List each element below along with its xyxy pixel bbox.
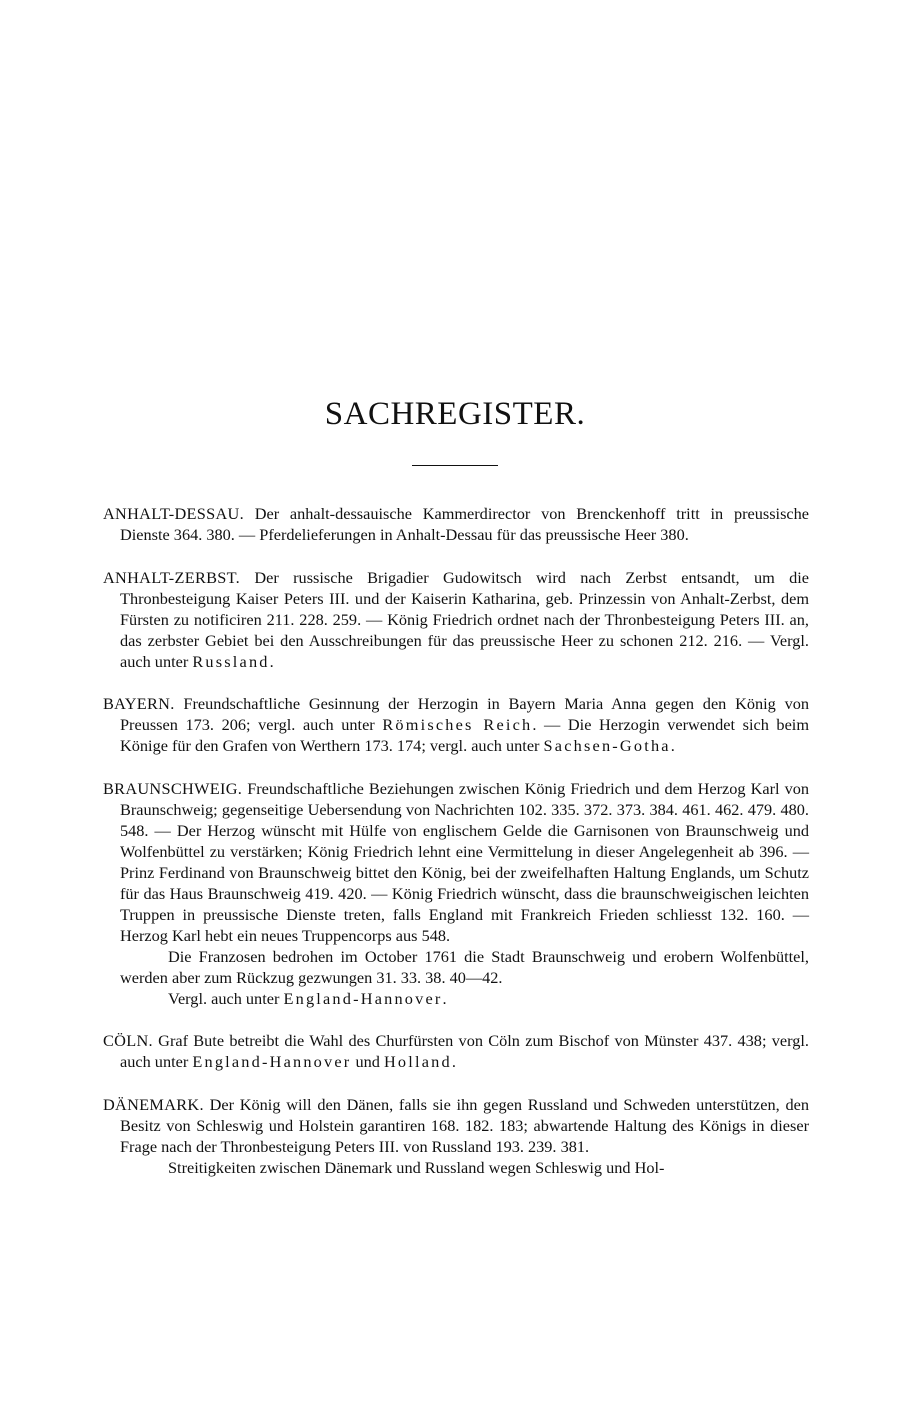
cross-reference: Sachsen-Gotha [543, 736, 671, 755]
entry-paragraph [103, 988, 809, 1009]
entry-body: Graf Bute betreibt die Wahl des Churfürsten von Cöln zum Bischof von Münster 437. 438; vergl. auch unter [120, 1031, 809, 1071]
cross-reference: Holland [383, 1052, 452, 1071]
page-title: SACHREGISTER. [324, 396, 586, 432]
index-entries [103, 503, 809, 1199]
entry-body: Vergl. auch unter [168, 988, 284, 1008]
entry-body: Freundschaftliche Gesinnung der Herzogin in Bayern Maria Anna gegen den König von Preussen 173. 206; vergl. auch unter [120, 694, 809, 734]
entry-coeln [103, 1030, 809, 1072]
entry-heading: BRAUNSCHWEIG. [103, 778, 243, 798]
entry-body: Der russische Brigadier Gudowitsch wird nach Zerbst entsandt, um die Thronbesteigung Kaiser Peters III. und der Kaiserin Katharina, geb. Prinzessin von Anhalt-Zerbst, dem Fürsten zu notificiren 211. 228. 259. — König Friedrich ordnet nach der Thronbesteigung Peters III. an, das zerbster Gebiet bei den Ausschreibungen für das preussische Heer zu schonen 212. 216. — Vergl. auch unter [120, 567, 809, 671]
entry-body: Freundschaftliche Beziehungen zwischen König Friedrich und dem Herzog Karl von Braunschweig; gegenseitige Uebersendung von Nachrichten 102. 335. 372. 373. 384. 461. 462. 479. 480. 548. — Der Herzog wünscht mit Hülfe von englischem Gelde die Garnisonen von Braunschweig und Wolfenbüttel zu verstärken; König Friedrich lehnt eine Vermittelung in dieser Angelegenheit ab 396. — Prinz Ferdinand von Braunschweig bittet den König, bei der zweifelhaften Haltung Englands, um Schutz für das Haus Braunschweig 419. 420. — König Friedrich wünscht, dass die braunschweigischen leichten Truppen in preussische Dienste treten, falls England mit Frankreich Frieden schliesst 132. 160. — Herzog Karl hebt ein neues Truppencorps aus 548. [120, 778, 809, 945]
entry-text [103, 693, 809, 756]
entry-end: . [451, 1052, 456, 1071]
cross-reference: Römisches Reich [382, 715, 533, 734]
entry-anhalt-zerbst [103, 567, 809, 672]
entry-text [103, 567, 809, 672]
entry-heading: ANHALT-ZERBST. [103, 567, 241, 587]
cross-reference: England-Hannover [283, 988, 443, 1008]
cross-reference: Russland [192, 651, 270, 671]
entry-paragraph: Streitigkeiten zwischen Dänemark und Russland wegen Schleswig und Hol- [168, 1157, 665, 1177]
entry-daenemark [103, 1094, 809, 1178]
entry-bayern [103, 693, 809, 756]
entry-heading: DÄNEMARK. [103, 1094, 204, 1114]
entry-text [103, 1094, 809, 1157]
entry-body: Der anhalt-dessauische Kammerdirector von Brenckenhoff tritt in preussische Dienste 364. 380. — Pferdelieferungen in Anhalt-Dessau für das preussische Heer 380. [120, 504, 809, 544]
entry-body: Der König will den Dänen, falls sie ihn gegen Russland und Schweden unterstützen, den Besitz von Schleswig und Holstein garantiren 168. 182. 183; abwartende Haltung des Königs in dieser Frage nach der Thronbesteigung Peters III. von Russland 193. 239. 381. [120, 1094, 809, 1156]
entry-text [103, 503, 809, 545]
entry-text [103, 778, 809, 946]
cross-reference: England-Hannover [192, 1052, 352, 1071]
entry-heading: CÖLN. [103, 1031, 153, 1050]
entry-braunschweig [103, 778, 809, 1009]
entry-body: . — Die Herzogin verwendet sich beim Könige für den Grafen von Werthern 173. 174; vergl. auch unter [120, 715, 809, 755]
entry-end: . [269, 651, 274, 671]
entry-paragraph: Die Franzosen bedrohen im October 1761 die Stadt Braunschweig und erobern Wolfenbüttel, werden aber zum Rückzug gezwungen 31. 33. 38. 40—42. [120, 946, 809, 987]
entry-end: . [670, 736, 675, 755]
entry-body: und [351, 1052, 384, 1071]
title-divider [412, 465, 498, 466]
entry-heading: ANHALT-DESSAU. [103, 504, 244, 523]
entry-anhalt-dessau [103, 503, 809, 545]
entry-text [103, 1030, 809, 1072]
entry-heading: BAYERN. [103, 694, 175, 713]
entry-end: . [442, 988, 447, 1008]
